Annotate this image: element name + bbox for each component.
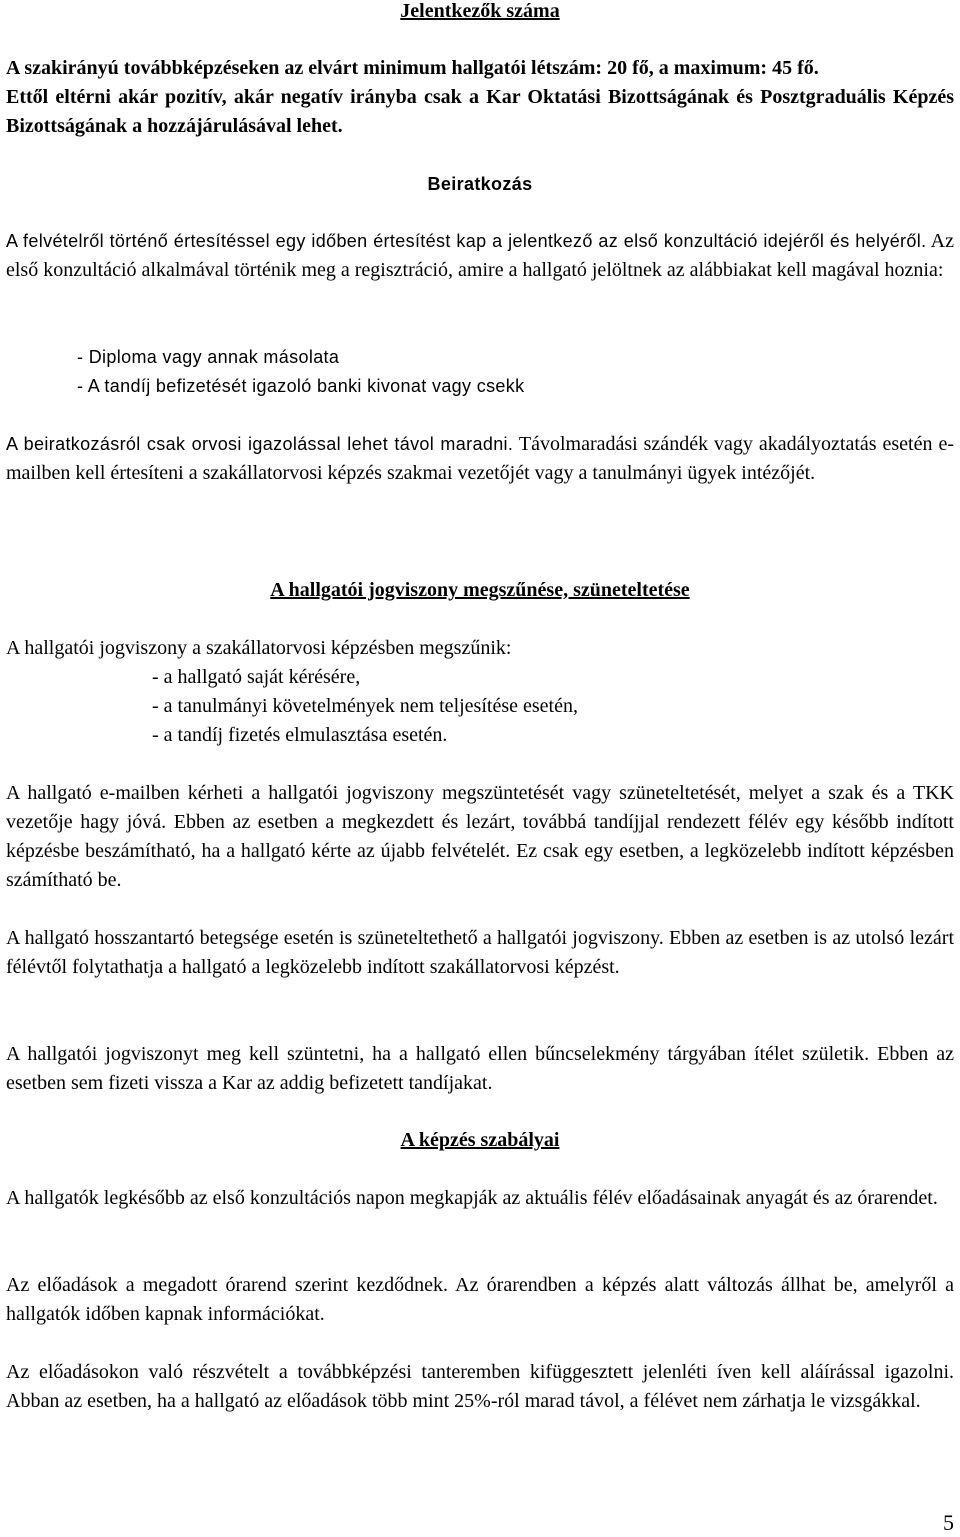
paragraph-buncselekmeny: A hallgatói jogviszonyt meg kell szüntetni, ha a hallgató ellen bűncselekmény tárgyában ítélet születik. Ebben az esetben sem fizeti vissza a Kar az addig befizetett tandíjakat. <box>6 1043 954 1094</box>
heading-kepzes-szabalyai: A képzés szabályai <box>400 1129 560 1151</box>
paragraph-letszam: A szakirányú továbbképzéseken az elvárt minimum hallgatói létszám: 20 fő, a maximum: 45 fő. <box>6 57 819 79</box>
list-item: - a hallgató saját kérésére, <box>152 666 361 688</box>
list-megszunes-okai <box>152 663 952 750</box>
paragraph-elteres: Ettől eltérni akár pozitív, akár negatív irányba csak a Kar Oktatási Bizottságának és Posztgraduális Képzés Bizottságának a hozzájárulásával lehet. <box>6 86 954 137</box>
paragraph-szuneteltetes-kerese: A hallgató e-mailben kérheti a hallgatói jogviszony megszüntetését vagy szüneteltetését, melyet a szak és a TKK vezetője hagy jóvá. Ebben az esetben a megkezdett és lezárt, továbbá tandíjjal rendezett félév egy később indított képzésbe beszámítható, ha a hallgató kérte az újabb felvételét. Ez csak egy esetben, a legközelebb indított képzésben számítható be. <box>6 782 954 891</box>
paragraph-ertesites-serif: Az első konzultáció alkalmával történik meg a regisztráció, amire a hallgató jelöltnek az alábbiakat kell magával hoznia: <box>6 230 954 281</box>
paragraph-tavolmaradas <box>6 430 954 488</box>
paragraph-tavolmaradas-sans: A beiratkozásról csak orvosi igazolással lehet távol maradni. <box>6 434 514 454</box>
page-number: 5 <box>943 1510 954 1535</box>
paragraph-tavolmaradas-serif: Távolmaradási szándék vagy akadályoztatás esetén e-mailben kell értesíteni a szakállatorvosi képzés szakmai vezetőjét vagy a tanulmányi ügyek intézőjét. <box>6 433 954 484</box>
paragraph-ertesites <box>6 227 954 285</box>
list-item: - a tandíj fizetés elmulasztása esetén. <box>152 724 448 746</box>
list-item: - A tandíj befizetését igazoló banki kivonat vagy csekk <box>77 376 525 396</box>
paragraph-megszunik: A hallgatói jogviszony a szakállatorvosi képzésben megszűnik: <box>6 637 512 659</box>
heading-jogviszony: A hallgatói jogviszony megszűnése, szüneteltetése <box>270 579 690 601</box>
paragraph-reszvetel: Az előadásokon való részvételt a továbbképzési tanteremben kifüggesztett jelenléti íven kell aláírással igazolni. Abban az esetben, ha a hallgató az előadások több mint 25%-ról marad távol, a félévet nem zárhatja le vizsgákkal. <box>6 1361 954 1412</box>
paragraph-ertesites-sans: A felvételről történő értesítéssel egy időben értesítést kap a jelentkező az első konzultáció idejéről és helyéről. <box>6 231 927 251</box>
list-hozandok <box>77 343 947 401</box>
list-item: - Diploma vagy annak másolata <box>77 347 340 367</box>
paragraph-konzultacios-nap: A hallgatók legkésőbb az első konzultációs napon megkapják az aktuális félév előadásainak anyagát és az órarendet. <box>6 1187 938 1209</box>
heading-jelentkezok-szama: Jelentkezők száma <box>400 0 560 22</box>
list-item: - a tanulmányi követelmények nem teljesítése esetén, <box>152 695 578 717</box>
paragraph-orarend: Az előadások a megadott órarend szerint kezdődnek. Az órarendben a képzés alatt változás állhat be, amelyről a hallgatók időben kapnak információkat. <box>6 1274 954 1325</box>
paragraph-betegseg: A hallgató hosszantartó betegsége esetén is szüneteltethető a hallgatói jogviszony. Ebben az esetben is az utolsó lezárt félévtől folytathatja a hallgató a legközelebb indított szakállatorvosi képzést. <box>6 927 954 978</box>
heading-beiratkozas: Beiratkozás <box>427 174 533 194</box>
